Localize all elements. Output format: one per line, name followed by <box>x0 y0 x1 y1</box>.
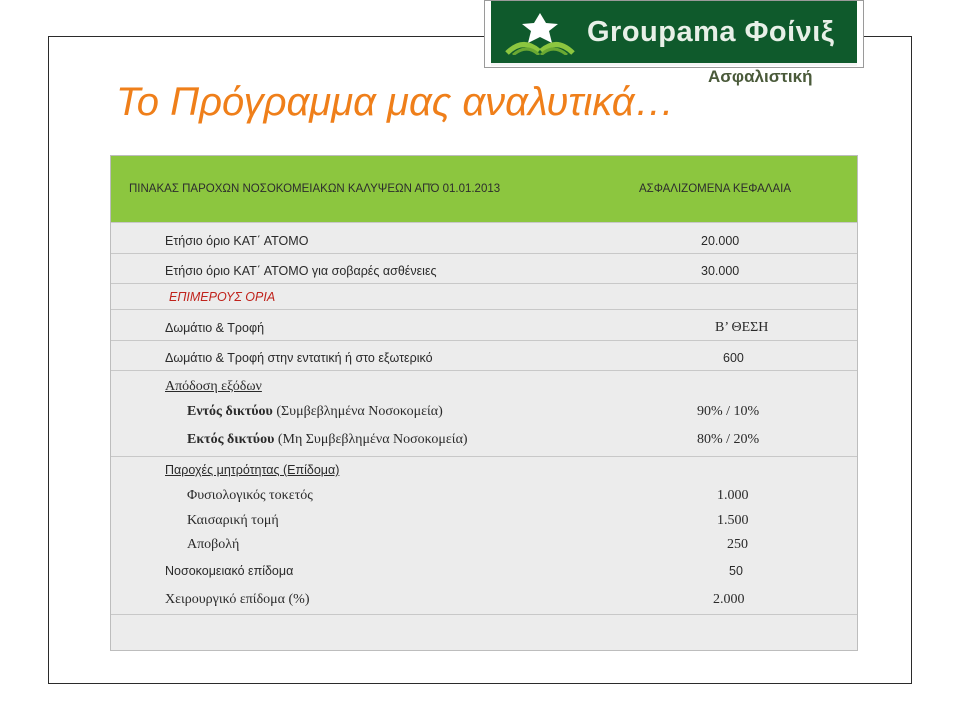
row-value: 30.000 <box>701 264 740 278</box>
row-value: Β’ ΘΕΣΗ <box>715 320 769 335</box>
row-label: Εντός δικτύου (Συμβεβλημένα Νοσοκομεία) <box>187 404 443 419</box>
page-title: Το Πρόγραμμα μας αναλυτικά… <box>116 80 675 124</box>
row-value: 250 <box>727 537 748 552</box>
row-label: Δωμάτιο & Τροφή στην εντατική ή στο εξωτερικό <box>165 351 433 365</box>
table-row <box>111 426 857 456</box>
row-value: 20.000 <box>701 234 740 248</box>
section-label: Παροχές μητρότητας (Επίδομα) <box>165 463 340 477</box>
table-row <box>111 253 857 284</box>
row-value: 50 <box>729 564 743 578</box>
row-label: Αποβολή <box>187 537 240 552</box>
row-label: Καισαρική τομή <box>187 513 279 528</box>
logo-brand-text: Groupama Φοίνιξ <box>587 16 835 48</box>
table-header <box>111 156 857 222</box>
table-row <box>111 370 857 399</box>
table-row <box>111 584 857 614</box>
groupama-logo-icon <box>505 11 575 55</box>
table-row <box>111 614 857 651</box>
row-label: Ετήσιο όριο ΚΑΤ΄ ΑΤΟΜΟ <box>165 234 309 248</box>
row-value: 2.000 <box>713 592 745 607</box>
table-row <box>111 484 857 510</box>
row-value: 1.000 <box>717 488 749 503</box>
table-row <box>111 283 857 310</box>
row-label: Εκτός δικτύου (Μη Συμβεβλημένα Νοσοκομεία) <box>187 432 468 447</box>
table-row <box>111 510 857 534</box>
header-insured-amounts: ΑΣΦΑΛΙΖΟΜΕΝΑ ΚΕΦΑΛΑΙΑ <box>639 183 791 195</box>
table-row <box>111 309 857 341</box>
table-row <box>111 558 857 584</box>
benefits-table <box>110 155 858 651</box>
row-value: 600 <box>723 351 744 365</box>
table-row <box>111 456 857 485</box>
table-row <box>111 534 857 558</box>
section-label: Απόδοση εξόδων <box>165 379 262 394</box>
row-label: Ετήσιο όριο ΚΑΤ΄ ΑΤΟΜΟ για σοβαρές ασθένειες <box>165 264 437 278</box>
section-label: ΕΠΙΜΕΡΟΥΣ ΟΡΙΑ <box>169 290 276 304</box>
row-label: Φυσιολογικός τοκετός <box>187 488 313 503</box>
logo-subtitle: Ασφαλιστική <box>708 67 813 86</box>
groupama-logo <box>484 0 864 68</box>
row-label: Δωμάτιο & Τροφή <box>165 321 265 335</box>
row-label: Χειρουργικό επίδομα (%) <box>165 592 310 607</box>
table-row <box>111 398 857 426</box>
row-label: Νοσοκομειακό επίδομα <box>165 564 294 578</box>
table-row <box>111 222 857 254</box>
logo-banner <box>491 1 857 66</box>
header-benefits: ΠΙΝΑΚΑΣ ΠΑΡΟΧΩΝ ΝΟΣΟΚΟΜΕΙΑΚΩΝ ΚΑΛΥΨΕΩΝ ΑΠΌ 01.01.2013 <box>129 183 501 195</box>
row-value: 80% / 20% <box>697 432 760 447</box>
row-value: 1.500 <box>717 513 749 528</box>
table-row <box>111 340 857 371</box>
row-value: 90% / 10% <box>697 404 760 419</box>
